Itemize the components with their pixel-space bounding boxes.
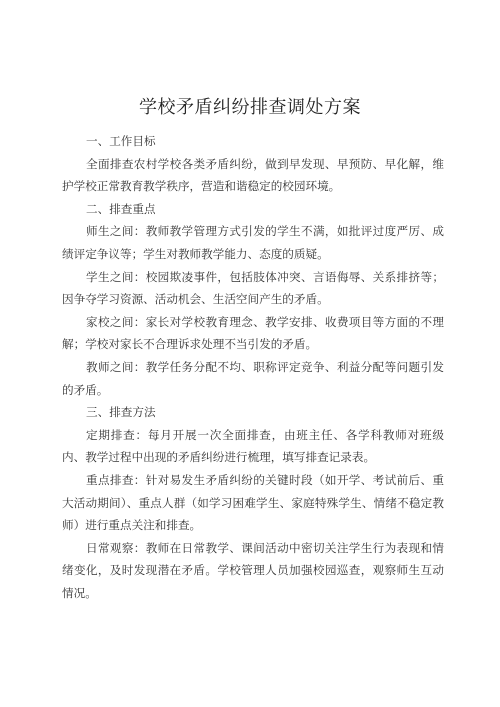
section-heading-key-points: 二、排查重点 [86, 201, 156, 216]
document-body [62, 130, 444, 604]
paragraph-regular-check: 定期排查：每月开展一次全面排查，由班主任、各学科教师对班级内、教学过程中出现的矛盾纠纷进行梳理，填写排查记录表。 [62, 427, 444, 465]
document-title: 学校矛盾纠纷排查调处方案 [139, 97, 361, 118]
paragraph-home-school: 家校之间：家长对学校教育理念、教学安排、收费项目等方面的不理解；学校对家长不合理诉求处理不当引发的矛盾。 [62, 314, 444, 352]
section-heading-work-goal: 一、工作目标 [86, 134, 156, 148]
section-heading-methods: 三、排查方法 [86, 405, 156, 420]
paragraph-student-student: 学生之间：校园欺凌事件，包括肢体冲突、言语侮辱、关系排挤等；因争夺学习资源、活动机会、生活空间产生的矛盾。 [62, 269, 444, 307]
paragraph-teacher-student: 师生之间：教师教学管理方式引发的学生不满，如批评过度严厉、成绩评定争议等；学生对教师教学能力、态度的质疑。 [62, 224, 444, 261]
paragraph-work-goal: 全面排查农村学校各类矛盾纠纷，做到早发现、早预防、早化解，维护学校正常教育教学秩序，营造和谐稳定的校园环境。 [62, 156, 444, 194]
paragraph-key-check: 重点排查：针对易发生矛盾纠纷的关键时段（如开学、考试前后、重大活动期间）、重点人群（如学习困难学生、家庭特殊学生、情绪不稳定教师）进行重点关注和排查。 [62, 472, 444, 533]
paragraph-teacher-teacher: 教师之间：教学任务分配不均、职称评定竞争、利益分配等问题引发的矛盾。 [62, 359, 444, 397]
paragraph-daily-observation: 日常观察：教师在日常教学、课间活动中密切关注学生行为表现和情绪变化，及时发现潜在矛盾。学校管理人员加强校园巡查，观察师生互动情况。 [62, 540, 444, 600]
